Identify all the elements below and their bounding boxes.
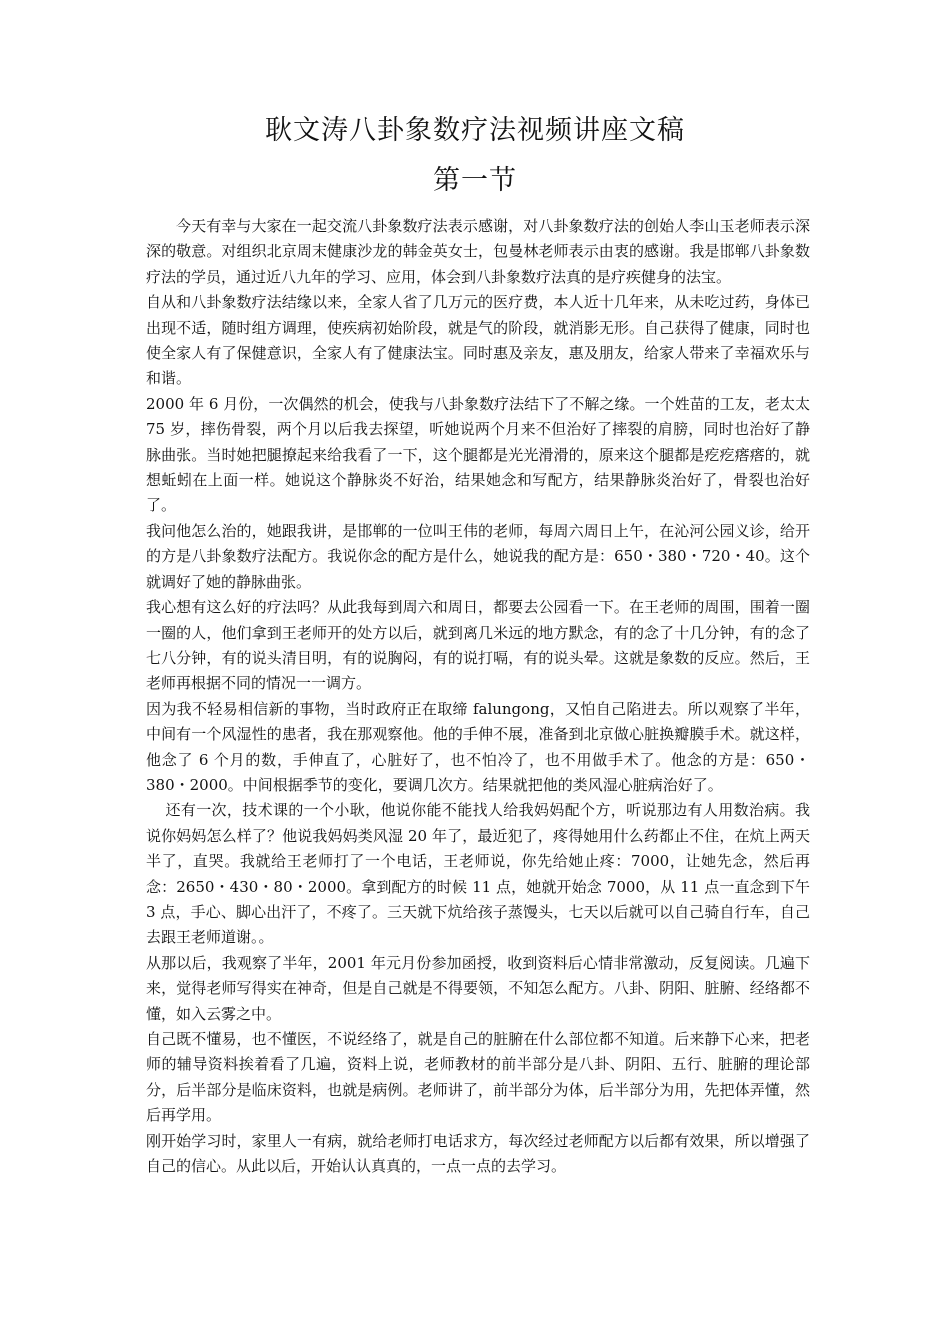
paragraph: 我问他怎么治的，她跟我讲，是邯郸的一位叫王伟的老师，每周六周日上午，在沁河公园义诊，给开的方是八卦象数疗法配方。我说你念的配方是什么，她说我的配方是：650・380・720・40。这个就调好了她的静脉曲张。	[146, 521, 810, 591]
paragraph: 我心想有这么好的疗法吗？从此我每到周六和周日，都要去公园看一下。在王老师的周围，围着一圈一圈的人，他们拿到王老师开的处方以后，就到离几米远的地方默念，有的念了十几分钟，有的念了七八分钟，有的说头清目明，有的说胸闷，有的说打嗝，有的说头晕。这就是象数的反应。然后，王老师再根据不同的情况一一调方。	[146, 598, 810, 693]
document-body	[146, 214, 810, 1179]
paragraph: 2000 年 6 月份，一次偶然的机会，使我与八卦象数疗法结下了不解之缘。一个姓苗的工友，老太太 75 岁，摔伤骨裂，两个月以后我去探望，听她说两个月来不但治好了摔裂的肩膀，同时也治好了静脉曲张。当时她把腿撩起来给我看了一下，这个腿都是光光滑滑的，原来这个腿都是疙疙瘩瘩的，就想蚯蚓在上面一样。她说这个静脉炎不好治，结果她念和写配方，结果静脉炎治好了，骨裂也治好了。	[146, 394, 810, 515]
paragraph: 自己既不懂易，也不懂医，不说经络了，就是自己的脏腑在什么部位都不知道。后来静下心来，把老师的辅导资料挨着看了几遍，资料上说，老师教材的前半部分是八卦、阴阳、五行、脏腑的理论部分，后半部分是临床资料，也就是病例。老师讲了，前半部分为体，后半部分为用，先把体弄懂，然后再学用。	[146, 1030, 810, 1125]
document-title: 耿文涛八卦象数疗法视频讲座文稿	[265, 115, 685, 146]
paragraph: 还有一次，技术课的一个小耿，他说你能不能找人给我妈妈配个方，听说那边有人用数治病。我说你妈妈怎么样了？他说我妈妈类风湿 20 年了，最近犯了，疼得她用什么药都止不住，在炕上两天半了，直哭。我就给王老师打了一个电话，王老师说，你先给她止疼：7000，让她先念，然后再念：2650・430・80・2000。拿到配方的时候 11 点，她就开始念 7000，从 11 点一直念到下午 3 点，手心、脚心出汗了，不疼了。三天就下炕给孩子蒸馒头，七天以后就可以自己骑自行车，自己去跟王老师道谢。。	[146, 801, 810, 947]
paragraph: 因为我不轻易相信新的事物，当时政府正在取缔 falungong，又怕自己陷进去。所以观察了半年，中间有一个风湿性的患者，我在那观察他。他的手伸不展，准备到北京做心脏换瓣膜手术。就这样，他念了 6 个月的数，手伸直了，心脏好了，也不怕冷了，也不用做手术了。他念的方是：650・380・2000。中间根据季节的变化，要调几次方。结果就把他的类风湿心脏病治好了。	[146, 699, 810, 794]
section-heading: 第一节	[433, 165, 517, 196]
paragraph: 自从和八卦象数疗法结缘以来，全家人省了几万元的医疗费，本人近十几年来，从未吃过药，身体已出现不适，随时组方调理，使疾病初始阶段，就是气的阶段，就消影无形。自己获得了健康，同时也使全家人有了保健意识，全家人有了健康法宝。同时惠及亲友，惠及朋友，给家人带来了幸福欢乐与和谐。	[146, 293, 810, 388]
paragraph: 从那以后，我观察了半年，2001 年元月份参加函授，收到资料后心情非常激动，反复阅读。几遍下来，觉得老师写得实在神奇，但是自己就是不得要领，不知怎么配方。八卦、阴阳、脏腑、经络都不懂，如入云雾之中。	[146, 953, 810, 1023]
paragraph: 刚开始学习时，家里人一有病，就给老师打电话求方，每次经过老师配方以后都有效果，所以增强了自己的信心。从此以后，开始认认真真的，一点一点的去学习。	[146, 1131, 810, 1176]
paragraph: 今天有幸与大家在一起交流八卦象数疗法表示感谢，对八卦象数疗法的创始人李山玉老师表示深深的敬意。对组织北京周末健康沙龙的韩金英女士，包曼林老师表示由衷的感谢。我是邯郸八卦象数疗法的学员，通过近八九年的学习、应用，体会到八卦象数疗法真的是疗疾健身的法宝。	[146, 217, 810, 286]
